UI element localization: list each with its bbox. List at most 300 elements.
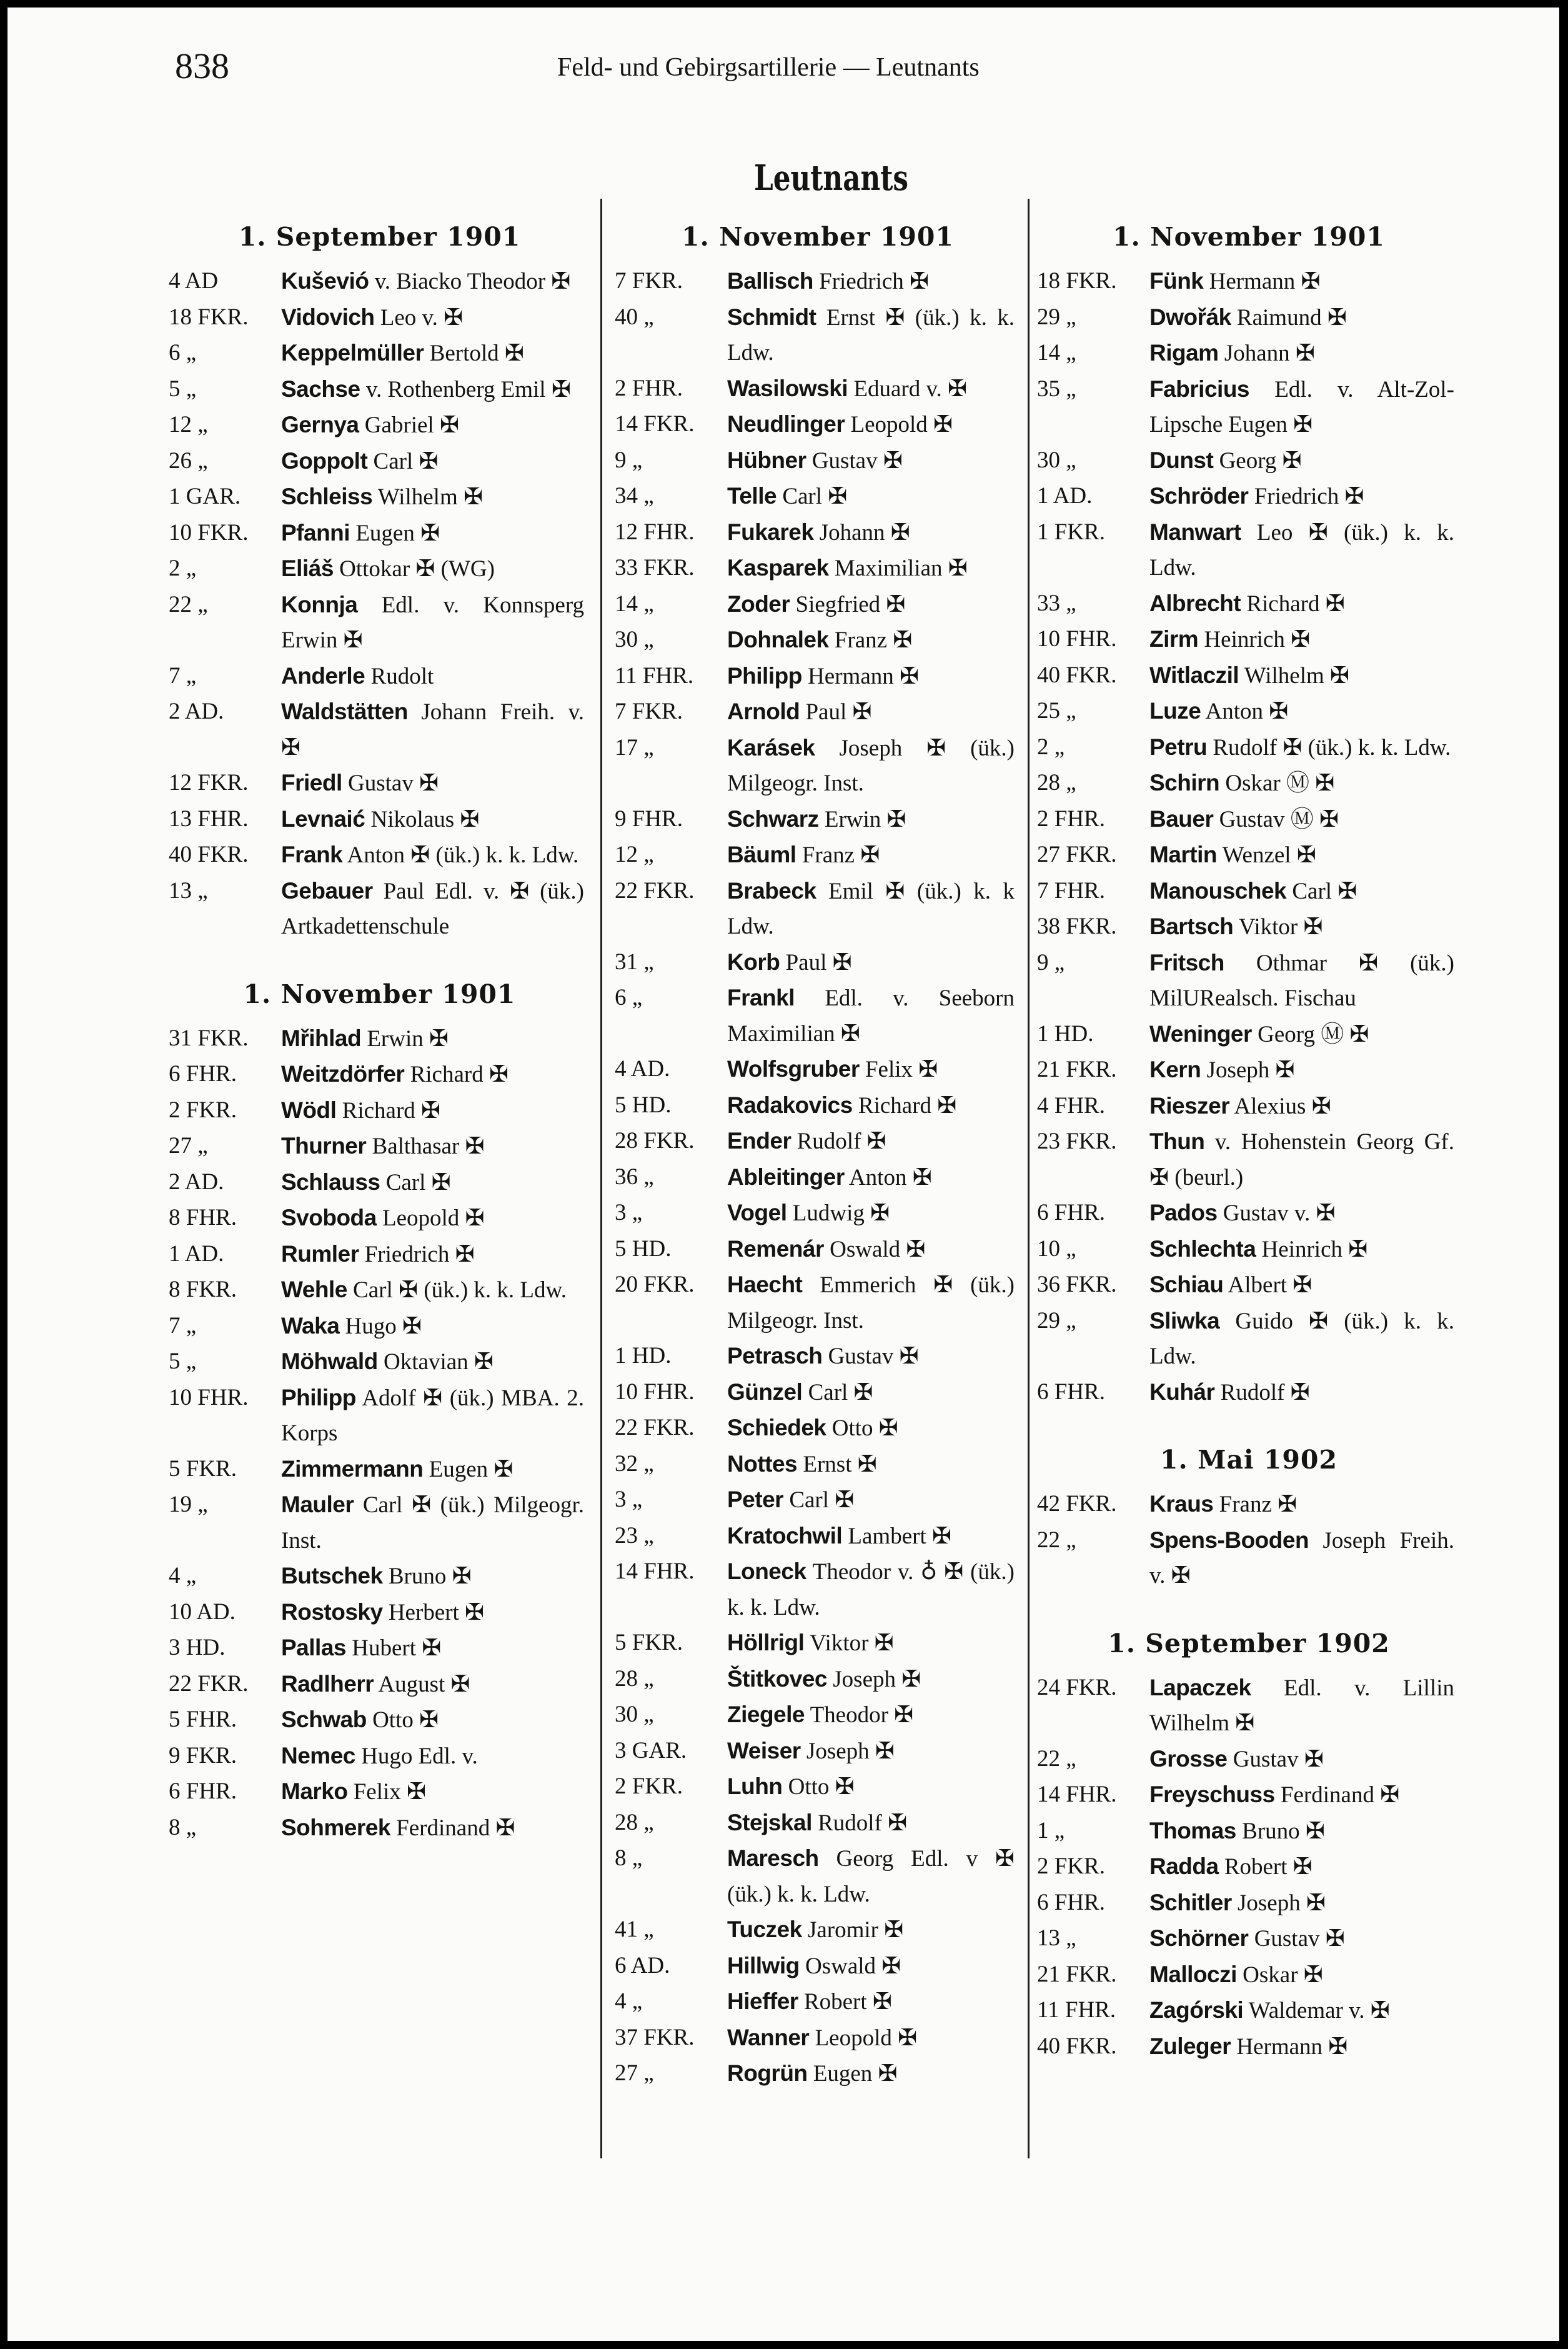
officer-name: Möhwald Oktavian ✠ (281, 1349, 494, 1375)
officer-entry (1037, 1523, 1461, 1594)
unit-rank: 23 „ (615, 1522, 654, 1549)
officer-name: Korb Paul ✠ (727, 949, 852, 975)
page-number: 838 (175, 46, 229, 86)
officer-entry (615, 1841, 1021, 1912)
officer-entry (615, 945, 1021, 981)
officer-name: Wanner Leopold ✠ (727, 2024, 918, 2051)
officer-entry (1037, 336, 1461, 372)
officer-name: Schiau Albert ✠ (1149, 1272, 1312, 1298)
officer-name: Rumler Friedrich ✠ (281, 1240, 475, 1267)
officer-entry (169, 1344, 590, 1380)
page-header (7, 45, 1559, 95)
officer-name: Kratochwil Lambert ✠ (727, 1522, 951, 1549)
unit-rank: 10 FHR. (615, 1379, 695, 1405)
unit-rank: 2 „ (1037, 734, 1065, 760)
officer-entry (169, 766, 590, 802)
officer-entry (615, 1160, 1021, 1196)
officer-entry (169, 1200, 590, 1237)
officer-name: Rigam Johann ✠ (1149, 340, 1315, 366)
document-page (7, 7, 1559, 2341)
unit-rank: 2 FKR. (169, 1097, 237, 1123)
officer-entry (1037, 694, 1461, 730)
unit-rank: 20 FKR. (615, 1272, 695, 1297)
date-heading: 1. September 1902 (1108, 1628, 1390, 1658)
unit-rank: 40 „ (615, 304, 654, 330)
unit-rank: 1 AD. (169, 1240, 224, 1267)
unit-rank: 1 „ (1037, 1817, 1065, 1843)
officer-name: Nottes Ernst ✠ (727, 1450, 877, 1477)
officer-entry (615, 802, 1021, 838)
officer-entry (1037, 1670, 1461, 1742)
unit-rank: 22 FKR. (615, 1415, 695, 1440)
unit-rank: 6 „ (615, 985, 643, 1010)
officer-entry (1037, 1232, 1461, 1268)
officer-entry (169, 1810, 590, 1847)
officer-entry (1037, 586, 1461, 622)
officer-entry (1037, 658, 1461, 694)
officer-entry (615, 837, 1021, 874)
officer-entry (1037, 1052, 1461, 1089)
officer-entry (169, 694, 590, 766)
officer-entry (169, 874, 590, 945)
unit-rank: 30 „ (615, 1702, 654, 1727)
date-heading: 1. Mai 1902 (1160, 1445, 1337, 1475)
officer-entry (169, 300, 590, 336)
unit-rank: 26 „ (169, 447, 208, 474)
unit-rank: 13 FHR. (169, 805, 249, 832)
unit-rank: 28 „ (615, 1665, 654, 1692)
officer-name: Sohmerek Ferdinand ✠ (281, 1814, 515, 1841)
officer-entry (169, 587, 590, 659)
officer-entry (615, 980, 1021, 1052)
officer-entry (615, 1195, 1021, 1232)
unit-rank: 3 HD. (169, 1635, 226, 1660)
officer-entry (1037, 1487, 1461, 1523)
officer-entry (615, 551, 1021, 587)
officer-entry (169, 1667, 590, 1703)
officer-entry (1037, 837, 1461, 874)
officer-entry (169, 837, 590, 874)
officer-name: Schwab Otto ✠ (281, 1707, 439, 1733)
officer-name: Kraus Franz ✠ (1149, 1491, 1298, 1517)
officer-name: Kern Joseph ✠ (1149, 1057, 1295, 1083)
unit-rank: 9 FKR. (169, 1742, 237, 1768)
officer-entry (615, 1232, 1021, 1268)
unit-rank: 1 GAR. (169, 484, 241, 509)
officer-entry (615, 2056, 1021, 2092)
unit-rank: 22 „ (1037, 1745, 1076, 1772)
officer-entry (615, 1482, 1021, 1519)
officer-name: Friedl Gustav ✠ (281, 770, 439, 796)
officer-name: Štitkovec Joseph ✠ (727, 1665, 921, 1692)
officer-entry (1037, 1017, 1461, 1053)
officer-name: Dunst Georg ✠ (1149, 447, 1302, 474)
officer-name: Sachse v. Rothenberg Emil ✠ (281, 376, 571, 402)
officer-entry (1037, 766, 1461, 802)
officer-name: Neudlinger Leopold ✠ (727, 411, 953, 437)
officer-name: Ziegele Theodor ✠ (727, 1702, 914, 1728)
officer-name: Levnaić Nikolaus ✠ (281, 805, 480, 832)
officer-entry (615, 587, 1021, 623)
unit-rank: 14 FHR. (615, 1559, 695, 1584)
officer-name: Anderle Rudolt (281, 662, 434, 689)
officer-name: Fukarek Johann ✠ (727, 519, 910, 546)
unit-rank: 29 „ (1037, 1307, 1076, 1334)
date-heading: 1. November 1901 (682, 222, 954, 252)
officer-name: Konnja Edl. v. Konnsperg Erwin ✠ (281, 591, 584, 653)
officer-entry (615, 1769, 1021, 1805)
officer-entry (615, 1948, 1021, 1985)
officer-entry (169, 1559, 590, 1595)
officer-entry (1037, 1957, 1461, 1993)
officer-name: Kuhár Rudolf ✠ (1149, 1379, 1310, 1405)
unit-rank: 4 AD (169, 268, 219, 294)
unit-rank: 8 FKR. (169, 1277, 237, 1302)
officer-name: Peter Carl ✠ (727, 1487, 855, 1513)
unit-rank: 10 FKR. (169, 519, 249, 546)
unit-rank: 33 „ (1037, 590, 1076, 616)
unit-rank: 3 „ (615, 1487, 643, 1512)
officer-entry (1037, 802, 1461, 838)
officer-entry (1037, 479, 1461, 515)
unit-rank: 2 AD. (169, 699, 224, 724)
officer-entry (169, 1165, 590, 1201)
officer-name: Schlechta Heinrich ✠ (1149, 1235, 1368, 1262)
officer-entry (169, 1452, 590, 1488)
officer-entry (1037, 1267, 1461, 1304)
officer-name: Goppolt Carl ✠ (281, 447, 439, 474)
unit-rank: 23 FKR. (1037, 1129, 1117, 1154)
officer-entry (615, 407, 1021, 443)
officer-name: Bartsch Viktor ✠ (1149, 914, 1323, 940)
unit-rank: 3 „ (615, 1200, 643, 1225)
unit-rank: 5 FKR. (169, 1455, 237, 1482)
officer-name: Radakovics Richard ✠ (727, 1092, 957, 1119)
officer-name: Svoboda Leopold ✠ (281, 1205, 485, 1231)
officer-name: Martin Wenzel ✠ (1149, 842, 1316, 868)
column-divider-left (600, 199, 602, 2158)
unit-rank: 2 FKR. (615, 1773, 683, 1799)
unit-rank: 7 „ (169, 1312, 197, 1339)
officer-name: Philipp Adolf ✠ (ük.) MBA. 2. Korps (281, 1384, 584, 1446)
officer-entry (615, 479, 1021, 515)
unit-rank: 42 FKR. (1037, 1491, 1117, 1517)
unit-rank: 12 FHR. (615, 519, 695, 545)
officer-entry (169, 1774, 590, 1810)
unit-rank: 9 FHR. (615, 805, 683, 832)
officer-entry (169, 516, 590, 552)
officer-entry (615, 1410, 1021, 1447)
officer-name: Waldstätten Johann Freih. v. ✠ (281, 699, 584, 761)
unit-rank: 5 HD. (615, 1235, 672, 1262)
unit-rank: 36 FKR. (1037, 1272, 1117, 1297)
officer-entry (615, 1912, 1021, 1948)
unit-rank: 18 FKR. (169, 304, 249, 330)
unit-rank: 8 „ (169, 1814, 197, 1840)
officer-entry (1037, 515, 1461, 586)
column-left (169, 217, 590, 2167)
unit-rank: 33 FKR. (615, 555, 695, 581)
officer-name: Nemec Hugo Edl. v. (281, 1742, 478, 1769)
unit-rank: 30 „ (1037, 447, 1076, 473)
unit-rank: 27 FKR. (1037, 842, 1117, 867)
officer-name: Fritsch Othmar ✠ (ük.) MilURealsch. Fischau (1149, 949, 1454, 1011)
officer-entry (1037, 1195, 1461, 1232)
officer-entry (169, 407, 590, 444)
officer-name: Vidovich Leo v. ✠ (281, 304, 464, 331)
officer-entry (1037, 909, 1461, 945)
unit-rank: 14 „ (1037, 340, 1076, 366)
officer-entry (615, 1519, 1021, 1555)
unit-rank: 1 HD. (615, 1343, 672, 1369)
officer-name: Petrasch Gustav ✠ (727, 1343, 919, 1369)
unit-rank: 14 FKR. (615, 411, 695, 437)
officer-entry (169, 444, 590, 480)
officer-name: Weitzdörfer Richard ✠ (281, 1061, 509, 1087)
officer-name: Luhn Otto ✠ (727, 1773, 855, 1800)
officer-name: Thurner Balthasar ✠ (281, 1133, 485, 1159)
unit-rank: 21 FKR. (1037, 1961, 1117, 1987)
officer-entry (1037, 1813, 1461, 1850)
officer-name: Hillwig Oswald ✠ (727, 1952, 901, 1979)
officer-name: Mřihlad Erwin ✠ (281, 1025, 449, 1052)
officer-name: Arnold Paul ✠ (727, 699, 872, 725)
officer-entry (1037, 264, 1461, 300)
officer-entry (169, 1057, 590, 1093)
officer-name: Waka Hugo ✠ (281, 1312, 422, 1339)
unit-rank: 38 FKR. (1037, 914, 1117, 939)
officer-entry (1037, 300, 1461, 336)
officer-name: Zirm Heinrich ✠ (1149, 626, 1311, 652)
officer-name: Ballisch Friedrich ✠ (727, 268, 930, 294)
officer-entry (615, 1625, 1021, 1662)
officer-name: Kasparek Maximilian ✠ (727, 555, 968, 581)
officer-entry (169, 1702, 590, 1738)
officer-entry (169, 1487, 590, 1559)
officer-name: Manwart Leo ✠ (ük.) k. k. Ldw. (1149, 519, 1454, 581)
officer-name: Butschek Bruno ✠ (281, 1563, 472, 1589)
unit-rank: 22 „ (169, 591, 208, 617)
officer-name: Eliáš Ottokar ✠ (WG) (281, 556, 495, 582)
officer-name: Höllrigl Viktor ✠ (727, 1630, 894, 1656)
unit-rank: 8 „ (615, 1845, 643, 1871)
officer-name: Keppelmüller Bertold ✠ (281, 340, 524, 366)
officer-name: Stejskal Rudolf ✠ (727, 1809, 908, 1836)
officer-entry (615, 300, 1021, 371)
officer-name: Hieffer Robert ✠ (727, 1988, 892, 2015)
unit-rank: 18 FKR. (1037, 268, 1117, 294)
unit-rank: 27 „ (169, 1133, 208, 1159)
officer-name: Rostosky Herbert ✠ (281, 1598, 485, 1625)
officer-entry (169, 264, 590, 300)
unit-rank: 2 FHR. (1037, 805, 1105, 832)
officer-name: Dwořák Raimund ✠ (1149, 304, 1347, 331)
officer-name: Ableitinger Anton ✠ (727, 1164, 932, 1190)
date-heading: 1. September 1901 (238, 222, 521, 252)
officer-name: Kuševió v. Biacko Theodor ✠ (281, 268, 571, 294)
unit-rank: 6 FHR. (169, 1778, 237, 1804)
unit-rank: 2 „ (169, 556, 197, 581)
section-title: Leutnants (754, 157, 909, 199)
unit-rank: 28 „ (615, 1809, 654, 1835)
officer-name: Bäuml Franz ✠ (727, 842, 880, 868)
unit-rank: 5 „ (169, 1349, 197, 1374)
officer-entry (615, 443, 1021, 479)
officer-entry (615, 264, 1021, 300)
officer-name: Frankl Edl. v. Seeborn Maximilian ✠ (727, 985, 1015, 1047)
unit-rank: 1 AD. (1037, 483, 1093, 509)
unit-rank: 27 „ (615, 2060, 654, 2086)
officer-entry (169, 479, 590, 516)
officer-name: Manouschek Carl ✠ (1149, 877, 1357, 904)
officer-name: Thun v. Hohenstein Georg Gf. ✠ (beurl.) (1149, 1129, 1454, 1190)
officer-entry (615, 874, 1021, 945)
officer-name: Telle Carl ✠ (727, 483, 848, 509)
unit-rank: 4 „ (615, 1988, 643, 2014)
officer-name: Lapaczek Edl. v. Lillin Wilhelm ✠ (1149, 1674, 1454, 1736)
unit-rank: 41 „ (615, 1917, 654, 1942)
officer-name: Schröder Friedrich ✠ (1149, 483, 1364, 509)
unit-rank: 5 „ (169, 376, 197, 402)
officer-entry (615, 1733, 1021, 1770)
officer-entry (615, 1052, 1021, 1088)
unit-rank: 6 AD. (615, 1952, 670, 1978)
unit-rank: 29 „ (1037, 304, 1076, 330)
officer-name: Schlauss Carl ✠ (281, 1169, 451, 1195)
officer-entry (169, 1738, 590, 1775)
officer-name: Vogel Ludwig ✠ (727, 1200, 890, 1226)
unit-rank: 5 FKR. (615, 1630, 683, 1655)
officer-name: Hübner Gustav ✠ (727, 447, 903, 474)
officer-entry (1037, 730, 1461, 766)
unit-rank: 13 „ (1037, 1925, 1076, 1951)
unit-rank: 2 AD. (169, 1169, 224, 1195)
officer-name: Rieszer Alexius ✠ (1149, 1092, 1331, 1119)
officer-name: Wehle Carl ✠ (ük.) k. k. Ldw. (281, 1277, 567, 1303)
unit-rank: 7 FKR. (615, 268, 683, 294)
officer-name: Pados Gustav v. ✠ (1149, 1200, 1336, 1226)
officer-name: Tuczek Jaromir ✠ (727, 1917, 904, 1943)
unit-rank: 8 FHR. (169, 1205, 237, 1230)
officer-entry (615, 1267, 1021, 1339)
officer-entry (615, 515, 1021, 551)
unit-rank: 12 „ (169, 412, 208, 437)
officer-name: Thomas Bruno ✠ (1149, 1817, 1325, 1844)
officer-name: Freyschuss Ferdinand ✠ (1149, 1782, 1400, 1808)
officer-entry (1037, 1742, 1461, 1778)
running-head: Feld- und Gebirgsartillerie — Leutnants (557, 53, 980, 82)
officer-name: Ender Rudolf ✠ (727, 1128, 886, 1154)
officer-name: Loneck Theodor v. ♁ ✠ (ük.) k. k. Ldw. (727, 1559, 1015, 1620)
unit-rank: 10 „ (1037, 1235, 1076, 1262)
officer-entry (1037, 874, 1461, 910)
officer-entry (169, 1021, 590, 1057)
officer-entry (169, 1237, 590, 1273)
unit-rank: 12 FKR. (169, 770, 249, 795)
officer-name: Malloczi Oskar ✠ (1149, 1961, 1323, 1988)
officer-name: Pfanni Eugen ✠ (281, 519, 440, 546)
unit-rank: 28 FKR. (615, 1128, 695, 1154)
officer-name: Schitler Joseph ✠ (1149, 1889, 1326, 1916)
officer-name: Fabricius Edl. v. Alt-Zol-Lipsche Eugen ✠ (1149, 376, 1454, 437)
column-right (1037, 217, 1461, 2167)
officer-name: Gernya Gabriel ✠ (281, 412, 459, 438)
unit-rank: 17 „ (615, 734, 654, 761)
officer-entry (169, 372, 590, 408)
officer-entry (615, 1697, 1021, 1733)
unit-rank: 10 FHR. (1037, 626, 1117, 652)
unit-rank: 40 FKR. (169, 842, 249, 867)
officer-name: Gebauer Paul Edl. v. ✠ (ük.) Artkadettenschule (281, 877, 584, 939)
officer-entry (1037, 2029, 1461, 2065)
officer-entry (615, 2020, 1021, 2057)
unit-rank: 30 „ (615, 627, 654, 652)
officer-entry (1037, 1885, 1461, 1922)
officer-entry (1037, 945, 1461, 1017)
unit-rank: 4 „ (169, 1563, 197, 1588)
officer-entry (169, 1093, 590, 1129)
unit-rank: 7 FHR. (1037, 877, 1105, 904)
officer-name: Zagórski Waldemar v. ✠ (1149, 1997, 1390, 2023)
unit-rank: 32 „ (615, 1450, 654, 1477)
unit-rank: 7 „ (169, 662, 197, 689)
unit-rank: 2 FKR. (1037, 1853, 1105, 1879)
officer-entry (1037, 1849, 1461, 1885)
officer-entry (615, 622, 1021, 659)
unit-rank: 6 „ (169, 340, 197, 366)
officer-entry (169, 551, 590, 587)
unit-rank: 14 „ (615, 591, 654, 617)
officer-entry (615, 659, 1021, 695)
officer-name: Rogrün Eugen ✠ (727, 2060, 898, 2087)
unit-rank: 11 FHR. (615, 662, 694, 689)
officer-entry (615, 1554, 1021, 1625)
officer-entry (169, 1380, 590, 1452)
unit-rank: 34 „ (615, 483, 654, 509)
officer-name: Schirn Oskar Ⓜ ✠ (1149, 770, 1335, 796)
officer-entry (615, 694, 1021, 731)
officer-name: Witlaczil Wilhelm ✠ (1149, 662, 1350, 689)
unit-rank: 2 FHR. (615, 375, 683, 401)
officer-entry (169, 659, 590, 695)
unit-rank: 1 FKR. (1037, 519, 1105, 545)
officer-name: Frank Anton ✠ (ük.) k. k. Ldw. (281, 842, 579, 868)
officer-name: Albrecht Richard ✠ (1149, 590, 1345, 617)
unit-rank: 6 FHR. (1037, 1200, 1105, 1225)
officer-entry (1037, 1124, 1461, 1195)
officer-entry (615, 1088, 1021, 1124)
officer-entry (1037, 622, 1461, 658)
officer-entry (1037, 1777, 1461, 1813)
unit-rank: 36 „ (615, 1164, 654, 1190)
officer-name: Schleiss Wilhelm ✠ (281, 484, 483, 510)
officer-entry (615, 1805, 1021, 1842)
officer-entry (1037, 1375, 1461, 1411)
unit-rank: 5 FHR. (169, 1707, 237, 1732)
officer-entry (169, 1129, 590, 1165)
unit-rank: 25 „ (1037, 698, 1076, 724)
unit-rank: 7 FKR. (615, 699, 683, 724)
unit-rank: 3 GAR. (615, 1737, 687, 1763)
officer-entry (615, 1124, 1021, 1160)
unit-rank: 6 FHR. (1037, 1379, 1105, 1405)
officer-name: Schmidt Ernst ✠ (ük.) k. k. Ldw. (727, 304, 1015, 366)
officer-name: Brabeck Emil ✠ (ük.) k. k Ldw. (727, 877, 1015, 939)
officer-name: Wolfsgruber Felix ✠ (727, 1056, 938, 1082)
unit-rank: 13 „ (169, 877, 208, 904)
officer-name: Radda Robert ✠ (1149, 1853, 1312, 1880)
unit-rank: 12 „ (615, 842, 654, 867)
